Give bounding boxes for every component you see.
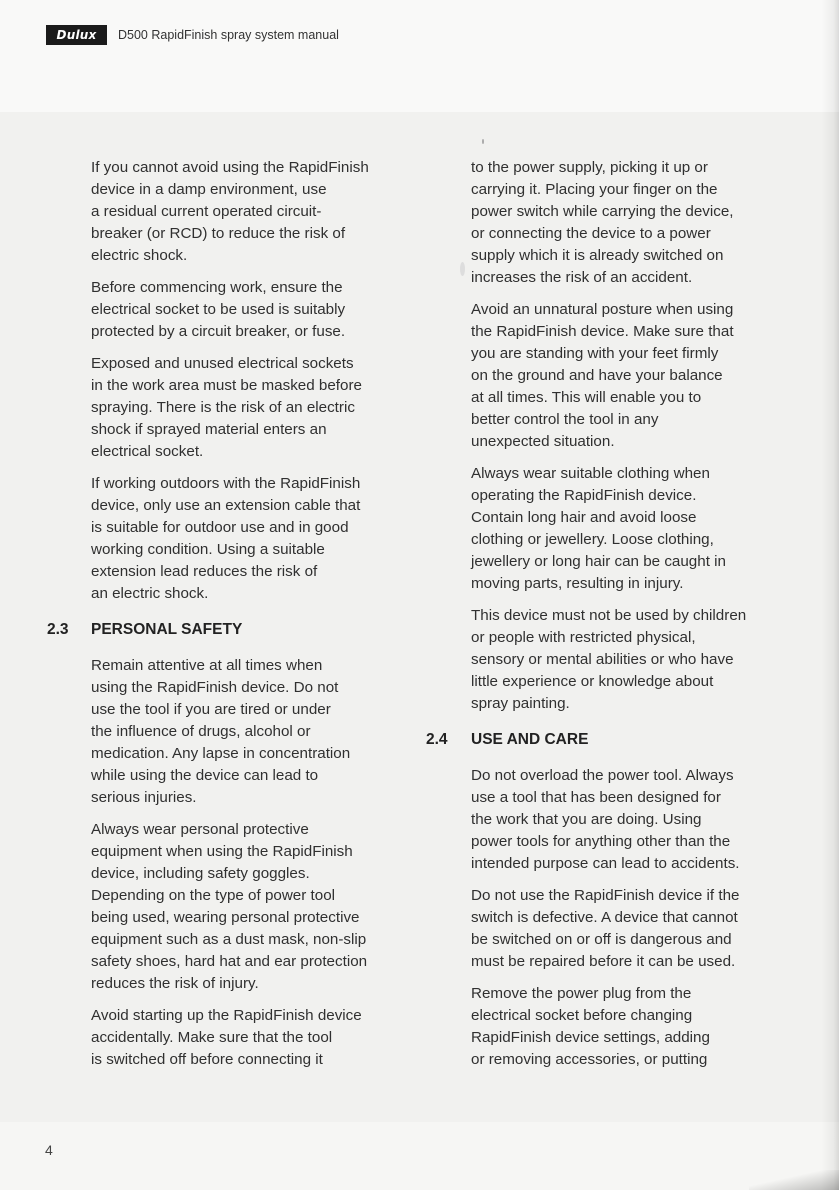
page-number: 4 xyxy=(45,1142,53,1158)
scan-speck xyxy=(482,139,484,144)
paragraph: Always wear personal protective equipment when using the RapidFinish device, including safety goggles. Depending on the type of power tool being used, wearing personal protective equipment such as a dust mask, non-slip safety shoes, hard hat and ear protection reduces the risk of injury. xyxy=(91,821,368,992)
paragraph: If you cannot avoid using the RapidFinish device in a damp environment, use a residual current operated circuit- breaker (or RCD) to reduce the risk of electric shock. xyxy=(91,159,369,264)
paragraph: Avoid starting up the RapidFinish device accidentally. Make sure that the tool is switched off before connecting it xyxy=(91,1007,362,1068)
paragraph: Remain attentive at all times when using the RapidFinish device. Do not use the tool if you are tired or under the influence of drugs, alcohol or medication. Any lapse in concentration while using the device can lead to serious injuries. xyxy=(91,657,351,806)
paragraph: Before commencing work, ensure the electrical socket to be used is suitably protected by a circuit breaker, or fuse. xyxy=(91,279,346,340)
header-band xyxy=(0,0,839,112)
section-number: 2.3 xyxy=(47,621,69,638)
brand-logo: Dulux xyxy=(46,25,107,45)
paragraph: Avoid an unnatural posture when using the RapidFinish device. Make sure that you are standing with your feet firmly on the ground and have your balance at all times. This will enable you to better control the tool in any unexpected situation. xyxy=(471,301,734,450)
paragraph: Exposed and unused electrical sockets in the work area must be masked before spraying. There is the risk of an electric shock if sprayed material enters an electrical socket. xyxy=(91,355,362,460)
paragraph: Do not use the RapidFinish device if the switch is defective. A device that cannot be switched on or off is dangerous and must be repaired before it can be used. xyxy=(471,887,740,970)
page-edge-shadow xyxy=(821,0,839,1190)
section-heading-use-and-care xyxy=(426,729,783,751)
document-title: D500 RapidFinish spray system manual xyxy=(118,28,339,42)
section-title: USE AND CARE xyxy=(471,731,589,748)
paragraph: to the power supply, picking it up or carrying it. Placing your finger on the power switch while carrying the device, or connecting the device to a power supply which it is already switched on increases the risk of an accident. xyxy=(471,159,734,286)
page-corner-shadow xyxy=(749,1170,839,1190)
scan-speck xyxy=(460,262,465,276)
section-number: 2.4 xyxy=(426,731,448,748)
paragraph: Always wear suitable clothing when operating the RapidFinish device. Contain long hair and avoid loose clothing or jewellery. Loose clothing, jewellery or long hair can be caught in moving parts, resulting in injury. xyxy=(471,465,726,592)
section-title: PERSONAL SAFETY xyxy=(91,621,243,638)
section-heading-personal-safety xyxy=(47,619,411,641)
right-column xyxy=(426,157,783,1081)
paragraph: If working outdoors with the RapidFinish device, only use an extension cable that is suitable for outdoor use and in good working condition. Using a suitable extension lead reduces the risk of an electric shock. xyxy=(91,475,361,602)
paragraph: Do not overload the power tool. Always use a tool that has been designed for the work that you are doing. Using power tools for anything other than the intended purpose can lead to accidents. xyxy=(471,767,740,872)
paragraph: This device must not be used by children or people with restricted physical, sensory or mental abilities or who have little experience or knowledge about spray painting. xyxy=(471,607,747,712)
left-column xyxy=(47,157,411,1081)
paragraph: Remove the power plug from the electrical socket before changing RapidFinish device settings, adding or removing accessories, or putting xyxy=(471,985,710,1068)
